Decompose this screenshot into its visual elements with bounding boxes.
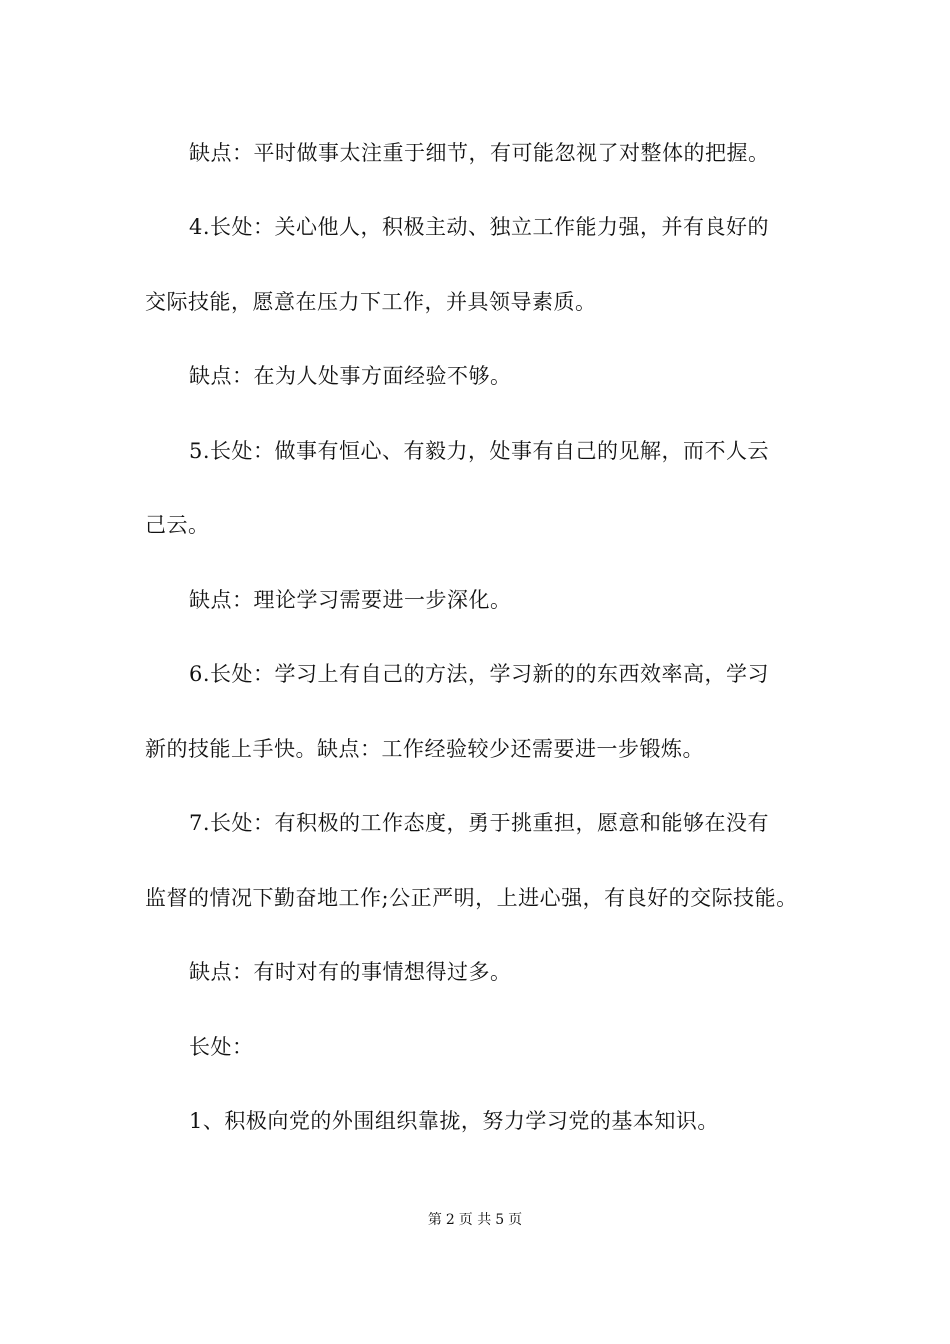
paragraph-line: 缺点：理论学习需要进一步深化。: [189, 588, 512, 612]
paragraph-line: 缺点：有时对有的事情想得过多。: [189, 960, 512, 984]
page-label-mid: 页 共: [458, 1212, 492, 1228]
total-pages-number: 5: [495, 1212, 505, 1228]
page-label-suffix: 页: [508, 1212, 523, 1228]
paragraph-line: 交际技能，愿意在压力下工作，并具领导素质。: [145, 290, 597, 314]
current-page-number: 2: [445, 1212, 455, 1228]
paragraph-line: 长处：: [189, 1035, 254, 1059]
paragraph-line: 缺点：在为人处事方面经验不够。: [189, 364, 512, 388]
page-label-prefix: 第: [427, 1212, 442, 1228]
paragraph-line: 1、积极向党的外围组织靠拢，努力学习党的基本知识。: [189, 1109, 719, 1133]
paragraph-line: 7.长处：有积极的工作态度，勇于挑重担，愿意和能够在没有: [189, 811, 770, 835]
paragraph-line: 5.长处：做事有恒心、有毅力，处事有自己的见解，而不人云: [189, 439, 770, 463]
paragraph-line: 己云。: [145, 513, 210, 537]
paragraph-line: 缺点：平时做事太注重于细节，有可能忽视了对整体的把握。: [189, 141, 770, 165]
paragraph-line: 监督的情况下勤奋地工作;公正严明，上进心强，有良好的交际技能。: [145, 886, 798, 910]
paragraph-line: 4.长处：关心他人，积极主动、独立工作能力强，并有良好的: [189, 215, 770, 239]
paragraph-line: 新的技能上手快。缺点：工作经验较少还需要进一步锻炼。: [145, 737, 704, 761]
paragraph-line: 6.长处：学习上有自己的方法，学习新的的东西效率高，学习: [189, 662, 770, 686]
page-footer: [0, 1210, 950, 1230]
